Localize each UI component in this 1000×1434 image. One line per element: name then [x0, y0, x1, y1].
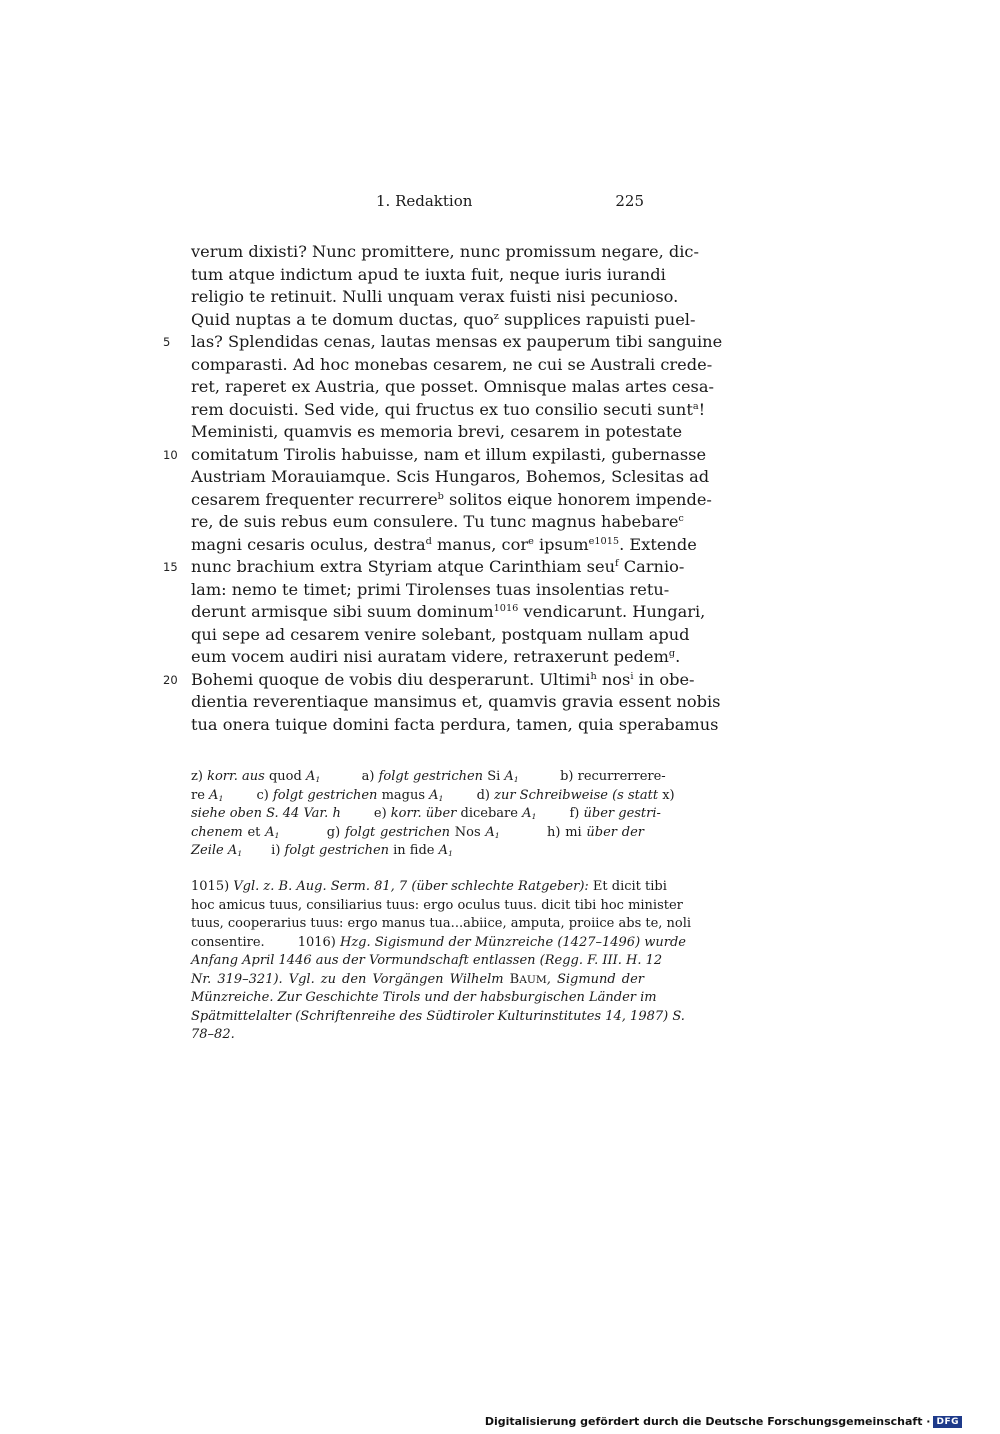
line-number: 15	[163, 560, 178, 574]
dfg-logo: DFG	[933, 1416, 962, 1428]
footnote-line: Spätmittelalter (Schriftenreihe des Südtiroler Kulturinstitutes 14, 1987) S.	[191, 1008, 685, 1024]
line-number: 5	[163, 335, 171, 349]
footer-credit	[485, 1415, 962, 1428]
text-line: nunc brachium extra Styriam atque Carinthiam seu$^f$ Carnio- 15	[191, 556, 644, 579]
text-line: eum vocem audiri nisi auratam videre, retraxerunt pedem$^g$.	[191, 647, 681, 666]
text-line: Bohemi quoque de vobis diu desperarunt. Ultimi$^h$ nos$^i$ in obe- 20	[191, 669, 644, 692]
apparatus-line: Zeile $A_1$ i) folgt gestrichen in fide $A_1$	[191, 843, 453, 858]
footnote-line: Münzreiche. Zur Geschichte Tirols und der habsburgischen Länder im	[191, 990, 657, 1005]
footnote-line: tuus, cooperarius tuus: ergo manus tua...abiice, amputa, proiice abs te, noli	[191, 916, 692, 931]
text-line: Quid nuptas a te domum ductas, quo$^z$ supplices rapuisti puel-	[191, 309, 696, 329]
funding-credit-text: Digitalisierung gefördert durch die Deutsche Forschungsgemeinschaft ·	[484, 1415, 931, 1428]
running-title: 1. Redaktion	[376, 192, 473, 210]
footnote-line: 78–82.	[191, 1027, 235, 1042]
text-line: cesarem frequenter recurrere$^b$ solitos eique honorem impende-	[191, 489, 712, 509]
text-line: las? Splendidas cenas, lautas mensas ex pauperum tibi sanguine 5	[191, 331, 644, 354]
line-number: 10	[163, 447, 178, 462]
apparatus-line: chenem et $A_1$ g) folgt gestrichen Nos $A_1$ h) mi über der	[191, 824, 644, 840]
text-line: tua onera tuique domini facta perdura, tamen, quia sperabamus	[191, 714, 719, 734]
commentary-footnotes	[191, 878, 692, 1045]
text-line: magni cesaris oculus, destra$^d$ manus, cor$^e$ ipsum$^{e1015}$. Extende	[191, 534, 697, 554]
text-line: qui sepe ad cesarem venire solebant, postquam nullam apud	[191, 624, 690, 644]
text-line: re, de suis rebus eum consulere. Tu tunc magnus habebare$^c$	[191, 512, 684, 531]
apparatus-line: siehe oben S. 44 Var. h e) korr. über dicebare $A_1$ f) über gestri-	[191, 806, 661, 821]
apparatus-line: z) korr. aus quod $A_1$ a) folgt gestrichen Si $A_1$ b) recurrerrere-	[191, 769, 666, 784]
text-line: lam: nemo te timet; primi Tirolenses tuas insolentias retu-	[191, 579, 670, 599]
line-number: 20	[163, 672, 178, 687]
critical-apparatus	[191, 768, 675, 861]
page-number: 225	[615, 192, 644, 210]
text-line: verum dixisti? Nunc promittere, nunc promissum negare, dic-	[191, 242, 699, 261]
footnote-line: consentire. 1016) Hzg. Sigismund der Münzreiche (1427–1496) wurde	[191, 934, 686, 950]
footnote-line: Nr. 319–321). Vgl. zu den Vorgängen Wilhelm BAUM, Sigmund der	[191, 971, 645, 987]
text-line: Austriam Morauiamque. Scis Hungaros, Bohemos, Sclesitas ad	[191, 467, 710, 486]
footnote-line: hoc amicus tuus, consiliarius tuus: ergo oculus tuus. dicit tibi hoc minister	[191, 897, 683, 913]
running-head	[376, 192, 644, 214]
text-line: ret, raperet ex Austria, que posset. Omnisque malas artes cesa-	[191, 377, 714, 396]
text-line: rem docuisti. Sed vide, qui fructus ex tuo consilio secuti sunt$^a$!	[191, 399, 706, 419]
text-line: derunt armisque sibi suum dominum$^{1016}$ vendicarunt. Hungari,	[191, 602, 706, 621]
text-line: Meministi, quamvis es memoria brevi, cesarem in potestate	[191, 422, 683, 441]
footnote-line: 1015) Vgl. z. B. Aug. Serm. 81, 7 (über schlechte Ratgeber): Et dicit tibi	[191, 879, 667, 894]
text-line: dientia reverentiaque mansimus et, quamvis gravia essent nobis	[191, 692, 721, 711]
main-text	[163, 241, 723, 736]
apparatus-line: re $A_1$ c) folgt gestrichen magus $A_1$ d) zur Schreibweise (s statt x)	[191, 787, 675, 803]
text-line: comitatum Tirolis habuisse, nam et illum expilasti, gubernasse 10	[191, 444, 644, 467]
footnote-line: Anfang April 1446 aus der Vormundschaft entlassen (Regg. F. III. H. 12	[191, 953, 663, 968]
text-line: tum atque indictum apud te iuxta fuit, neque iuris iurandi	[191, 264, 666, 284]
text-line: comparasti. Ad hoc monebas cesarem, ne cui se Australi crede-	[191, 354, 713, 374]
text-line: religio te retinuit. Nulli unquam verax fuisti nisi pecunioso.	[191, 287, 679, 306]
